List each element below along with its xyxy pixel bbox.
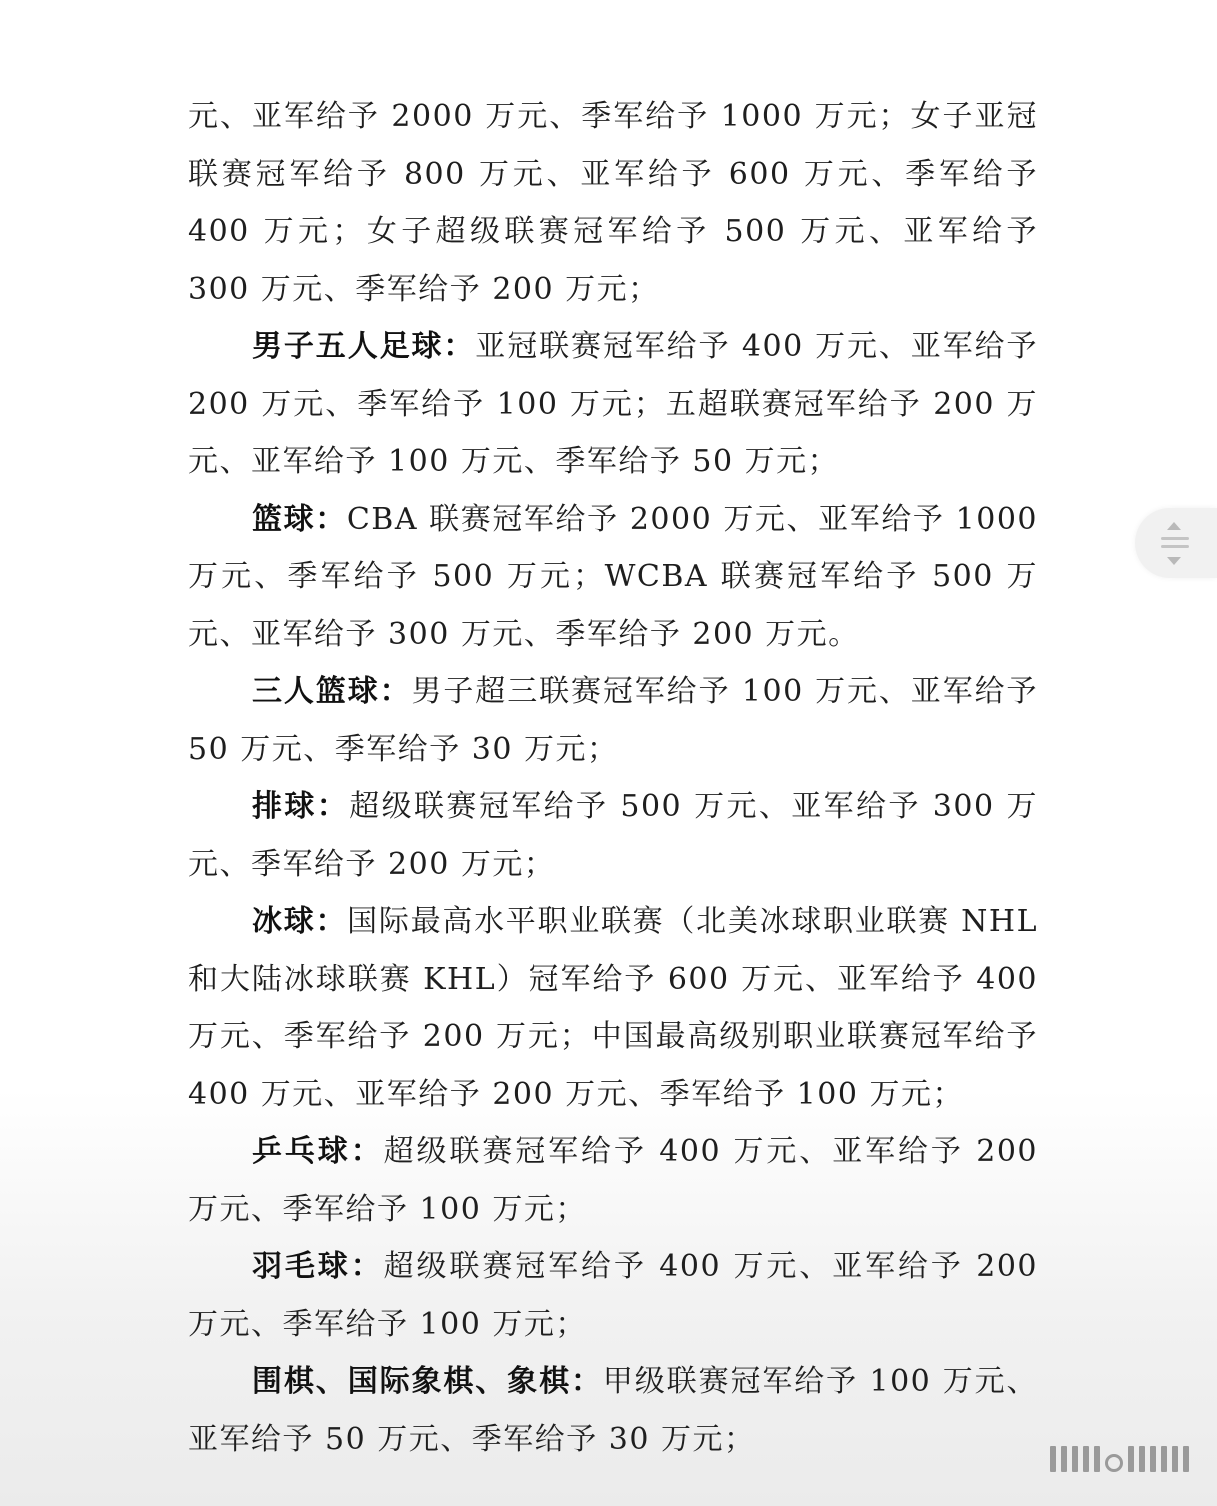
paragraph-3x3-basketball: [188, 663, 1038, 778]
paragraph-text: 男子超三联赛冠军给予 100 万元、亚军给予 50 万元、季军给予 30 万元；: [188, 674, 1038, 767]
watermark-bar: [1150, 1446, 1156, 1472]
watermark-bar: [1083, 1446, 1089, 1472]
scroll-handle-icon[interactable]: [1135, 508, 1217, 578]
paragraph-table-tennis: [188, 1123, 1038, 1238]
paragraph-text: 亚冠联赛冠军给予 400 万元、亚军给予 200 万元、季军给予 100 万元；五超联赛冠军给予 200 万元、亚军给予 100 万元、季军给予 50 万元；: [188, 329, 1038, 479]
paragraph-text: CBA 联赛冠军给予 2000 万元、亚军给予 1000 万元、季军给予 500 万元；WCBA 联赛冠军给予 500 万元、亚军给予 300 万元、季军给予 200 万元。: [188, 501, 1039, 652]
document-body: [188, 88, 1038, 1468]
paragraph-lead: 围棋、国际象棋、象棋：: [252, 1364, 603, 1399]
paragraph-lead: 羽毛球：: [252, 1249, 384, 1284]
grip-line-icon: [1161, 537, 1189, 540]
paragraph-lead: 排球：: [252, 789, 350, 824]
paragraph-lead: 男子五人足球：: [252, 329, 476, 364]
paragraph-lead: 三人篮球：: [252, 674, 412, 709]
chevron-down-icon: [1167, 557, 1181, 565]
paragraph-text: 超级联赛冠军给予 500 万元、亚军给予 300 万元、季军给予 200 万元；: [188, 789, 1039, 882]
watermark-dot: [1105, 1454, 1123, 1472]
paragraph-lead: 篮球：: [252, 501, 347, 537]
paragraph-women-football-continued: [188, 88, 1038, 318]
paragraph-lead: 冰球：: [252, 904, 348, 939]
watermark-bar: [1139, 1446, 1145, 1472]
watermark-bar: [1072, 1446, 1078, 1472]
paragraph-basketball: [188, 491, 1038, 664]
watermark-bar: [1061, 1446, 1067, 1472]
paragraph-text: 元、亚军给予 2000 万元、季军给予 1000 万元；女子亚冠联赛冠军给予 800 万元、亚军给予 600 万元、季军给予 400 万元；女子超级联赛冠军给予 500 万元、亚军给予 300 万元、季军给予 200 万元；: [188, 99, 1038, 307]
watermark-bar: [1161, 1446, 1167, 1472]
watermark-bar: [1050, 1446, 1056, 1472]
paragraph-volleyball: [188, 778, 1038, 893]
paragraph-mens-futsal: [188, 318, 1038, 491]
chevron-up-icon: [1167, 522, 1181, 530]
watermark-logo-icon: [1050, 1446, 1189, 1472]
watermark-bar: [1094, 1446, 1100, 1472]
paragraph-board-games: [188, 1353, 1038, 1468]
watermark-bar: [1183, 1446, 1189, 1472]
grip-line-icon: [1161, 545, 1189, 548]
paragraph-text: 国际最高水平职业联赛（北美冰球职业联赛 NHL 和大陆冰球联赛 KHL）冠军给予 600 万元、亚军给予 400 万元、季军给予 200 万元；中国最高级别职业联赛冠军给予 400 万元、亚军给予 200 万元、季军给予 100 万元；: [188, 904, 1038, 1112]
paragraph-ice-hockey: [188, 893, 1038, 1123]
paragraph-text: 甲级联赛冠军给予 100 万元、亚军给予 50 万元、季军给予 30 万元；: [188, 1364, 1039, 1457]
paragraph-text: 超级联赛冠军给予 400 万元、亚军给予 200 万元、季军给予 100 万元；: [188, 1134, 1039, 1227]
watermark-bar: [1172, 1446, 1178, 1472]
paragraph-lead: 乒乓球：: [252, 1134, 384, 1169]
paragraph-text: 超级联赛冠军给予 400 万元、亚军给予 200 万元、季军给予 100 万元；: [188, 1249, 1039, 1342]
paragraph-badminton: [188, 1238, 1038, 1353]
watermark-bar: [1128, 1446, 1134, 1472]
